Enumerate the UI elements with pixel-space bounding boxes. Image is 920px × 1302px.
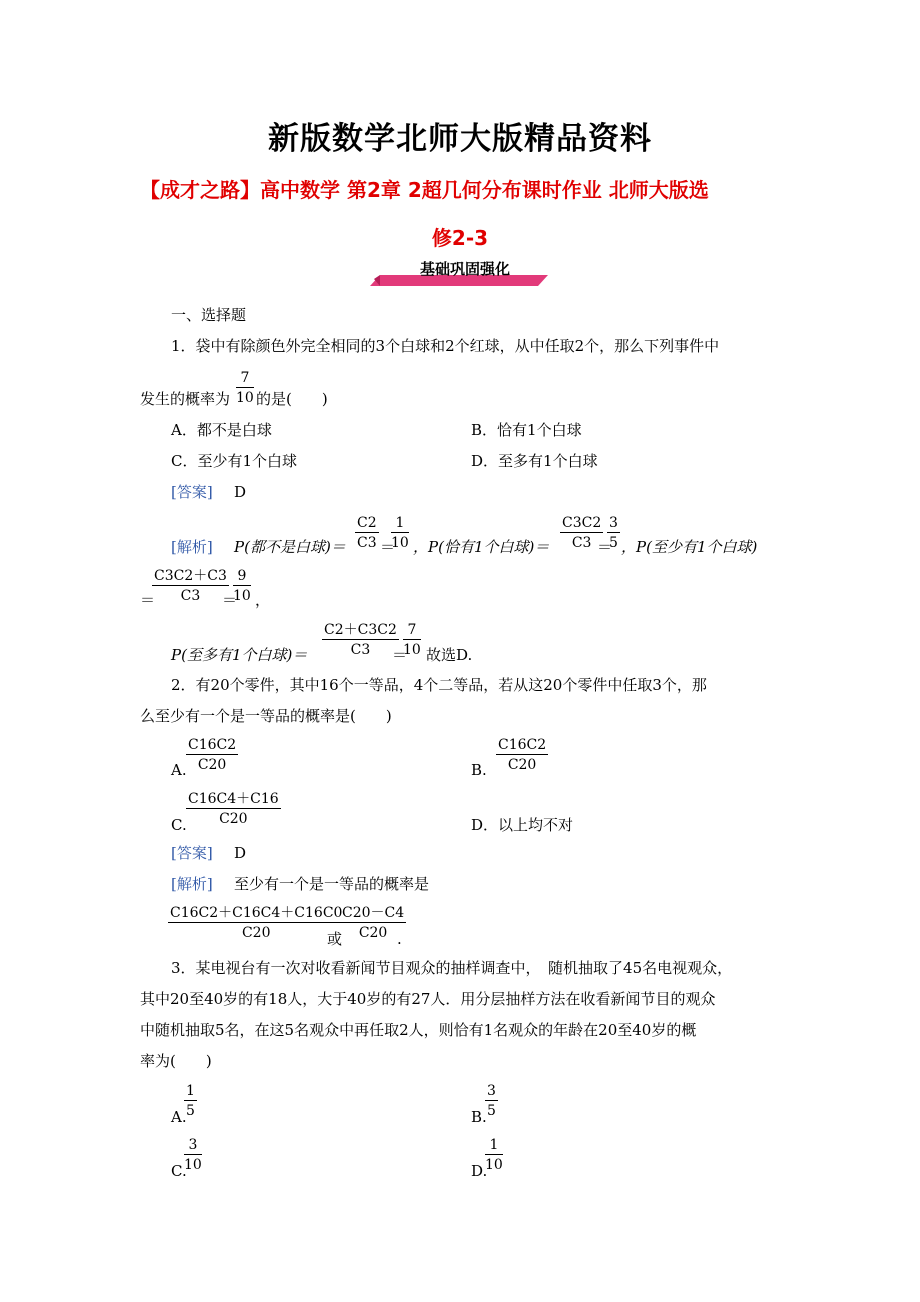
q1-analysis-fraction-8: $\frac{7}{10}$ [403,622,421,658]
q1-analysis-e3-post: 故选D. [426,646,473,664]
q2-option-d: D．以上均不对 [471,816,574,834]
q1-analysis-fraction-6: $\frac{9}{10}$ [233,568,251,604]
q3-option-c-label: C. [171,1162,187,1180]
q2-analysis-period: . [397,930,402,948]
q1-analysis-fraction-4: $\frac{3}{5}$ [609,515,618,551]
q1-analysis-fraction-5: $\frac{C3C2+C3}{C3}$ [154,568,227,604]
q1-analysis-eq-3: ＝ [222,591,238,609]
q3-option-d-fraction: $\frac{1}{10}$ [485,1137,503,1173]
q1-analysis-eq-2: ＝ [597,538,613,556]
q2-answer: D [234,844,247,862]
q1-analysis-fraction-1: $\frac{C2}{C3}$ [357,515,377,551]
q3-option-b-label: B. [471,1108,487,1126]
q1-option-b: B．恰有1个白球 [471,421,582,439]
banner-label: 基础巩固强化 [419,260,510,278]
q1-analysis-e1-mid: ，P(恰有1个白球)＝ [413,538,550,556]
document-subtitle-continued: 修2-3 [431,226,489,250]
q1-answer-tag: [答案] [171,483,213,501]
q1-analysis-fraction-2: $\frac{1}{10}$ [391,515,409,551]
q2-stem-line2: 么至少有一个是一等品的概率是( ) [140,707,392,725]
q2-analysis-fraction-1: $\frac{C16C2+C16C4+C16C0}{C20}$ [170,905,343,941]
section-heading: 一、选择题 [171,306,247,324]
q1-analysis-e3-pre: P(至多有1个白球)＝ [171,646,308,664]
q3-stem-line2: 其中20至40岁的有18人，大于40岁的有27人．用分层抽样方法在收看新闻节目的观众 [140,990,716,1008]
q1-analysis-tag: [解析] [171,538,213,556]
q1-answer: D [234,483,247,501]
q1-stem-line2-post: 的是( ) [256,390,328,408]
q1-fraction: $\frac{7}{10}$ [236,370,254,406]
q1-option-c: C．至少有1个白球 [171,452,298,470]
q1-analysis-e1-pre: P(都不是白球)＝ [234,538,346,556]
q3-option-d-label: D. [471,1162,488,1180]
q2-option-b-label: B. [471,761,487,779]
page-title: 新版数学北师大版精品资料 [268,121,652,157]
q1-analysis-e1-post: ，P(至少有1个白球) [621,538,758,556]
q2-option-b-fraction: $\frac{C16C2}{C20}$ [498,737,547,773]
q3-option-b-fraction: $\frac{3}{5}$ [487,1083,496,1119]
q3-stem-line4: 率为( ) [140,1052,212,1070]
q2-answer-tag: [答案] [171,844,213,862]
q3-stem-line3: 中随机抽取5名，在这5名观众中再任取2人，则恰有1名观众的年龄在20至40岁的概 [140,1021,697,1039]
q2-option-a-fraction: $\frac{C16C2}{C20}$ [188,737,237,773]
q2-analysis-fraction-2: $\frac{C20-C4}{C20}$ [342,905,405,941]
q2-option-c-label: C. [171,816,187,834]
q3-stem-line1: 3．某电视台有一次对收看新闻节目观众的抽样调查中， 随机抽取了45名电视观众， [171,959,733,977]
q1-option-d: D．至多有1个白球 [471,452,598,470]
q1-stem-line1: 1．袋中有除颜色外完全相同的3个白球和2个红球，从中任取2个，那么下列事件中 [171,337,720,355]
q1-analysis-e2-post: ， [255,591,271,609]
q1-analysis-fraction-3: $\frac{C3C2}{C3}$ [562,515,602,551]
q2-analysis-text: 至少有一个是一等品的概率是 [234,875,430,893]
q3-option-a-fraction: $\frac{1}{5}$ [186,1083,195,1119]
q1-analysis-e2-pre: ＝ [140,591,156,609]
section-banner [370,257,558,287]
q2-analysis-or: 或 [327,930,343,948]
q2-stem-line1: 2．有20个零件，其中16个一等品，4个二等品，若从这20个零件中任取3个，那 [171,676,707,694]
q1-analysis-eq-1: ＝ [380,538,396,556]
q3-option-a-label: A. [171,1108,187,1126]
q2-option-c-fraction: $\frac{C16C4+C16}{C20}$ [188,791,279,827]
q1-analysis-eq-4: ＝ [392,646,408,664]
document-subtitle: 【成才之路】高中数学 第2章 2超几何分布课时作业 北师大版选 [140,178,709,202]
q1-option-a: A．都不是白球 [171,421,272,439]
q1-analysis-fraction-7: $\frac{C2+C3C2}{C3}$ [324,622,397,658]
q1-stem-line2-pre: 发生的概率为 [140,390,231,408]
q2-option-a-label: A. [171,761,187,779]
q2-analysis-tag: [解析] [171,875,213,893]
q3-option-c-fraction: $\frac{3}{10}$ [184,1137,202,1173]
